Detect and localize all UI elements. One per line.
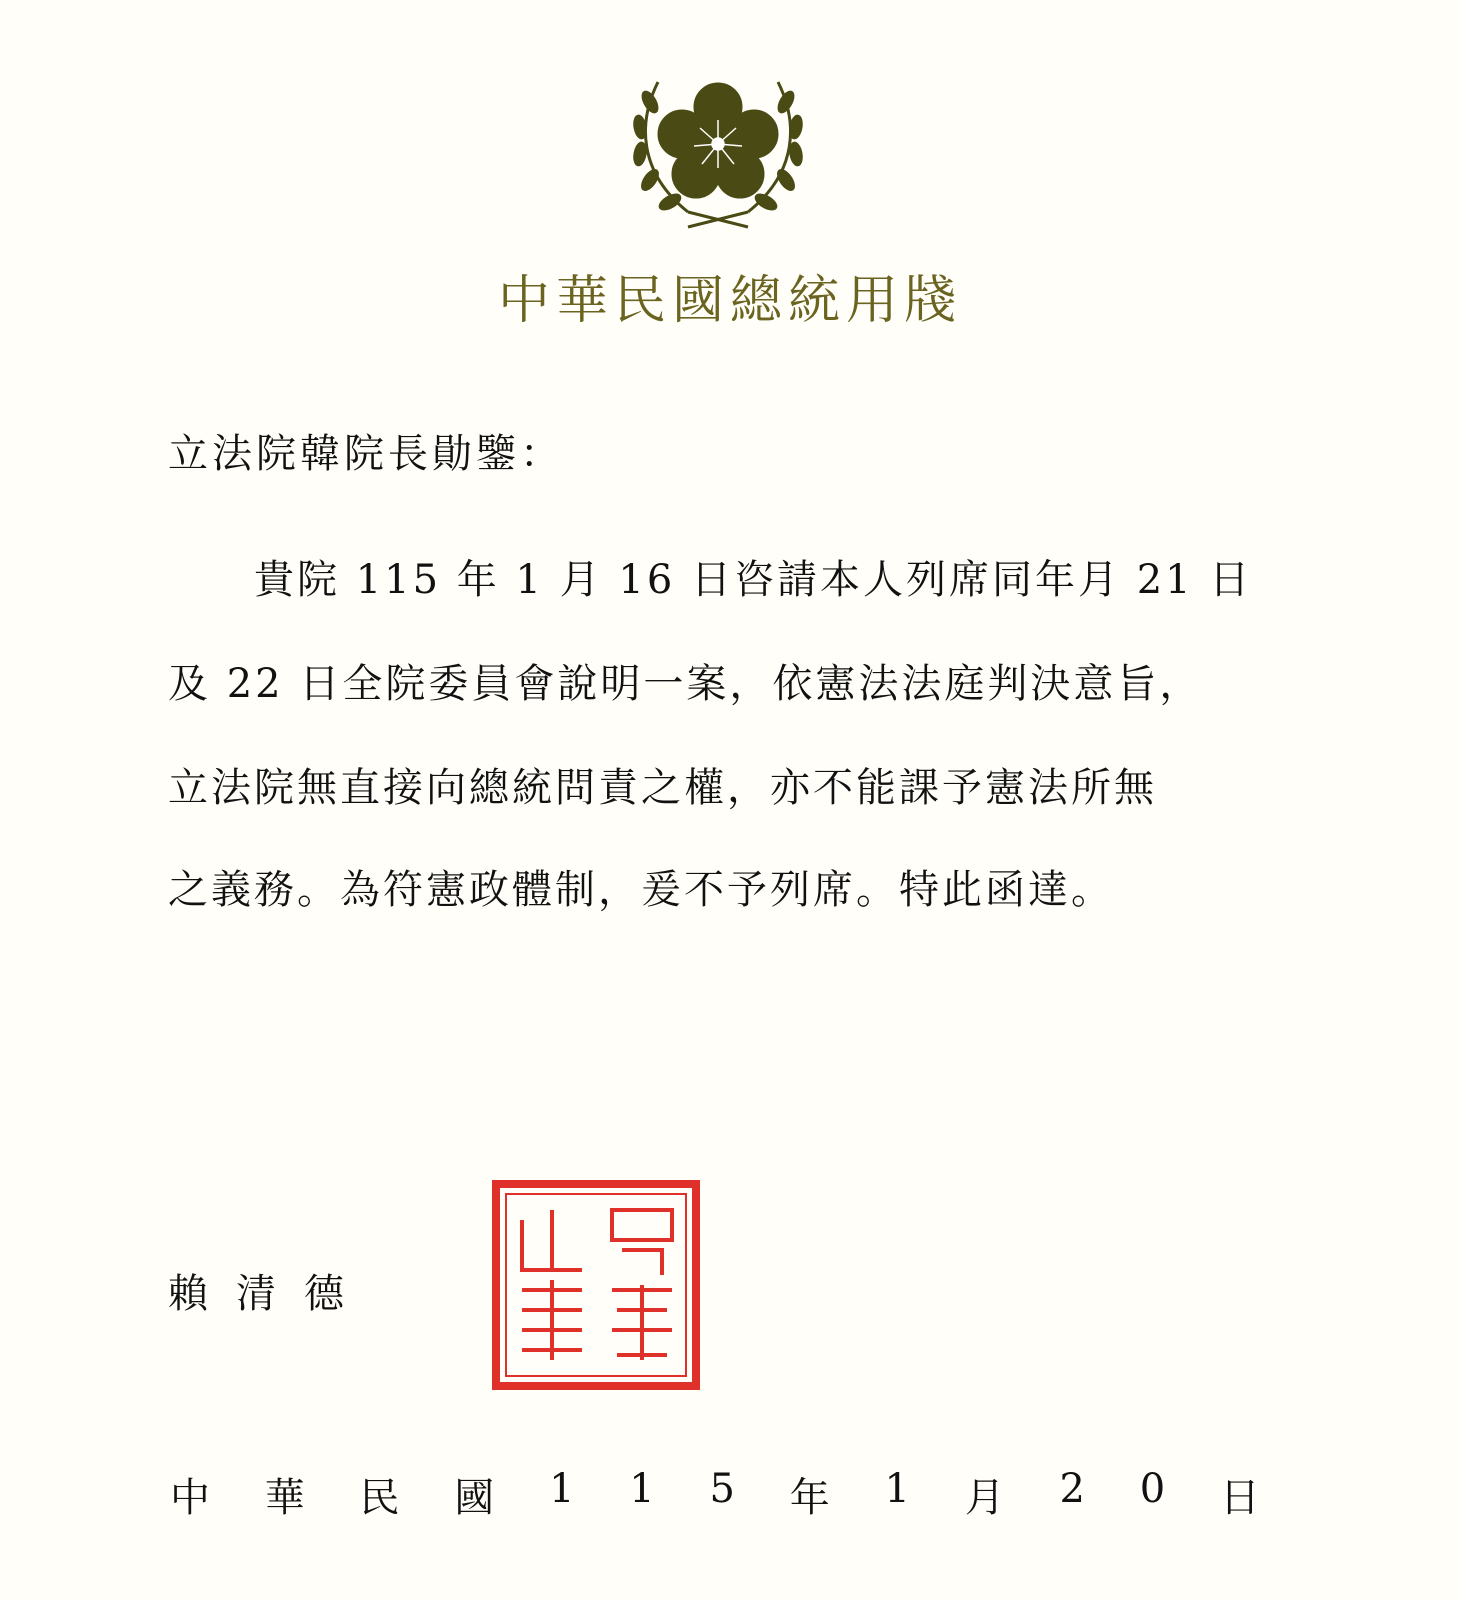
salutation: 立法院韓院長勛鑒：: [168, 431, 564, 477]
date-char: 日: [1219, 1475, 1260, 1521]
date-char: 1: [629, 1466, 655, 1512]
date-char: 1: [549, 1466, 575, 1512]
date-char: 中: [170, 1475, 210, 1521]
date-char: 民: [359, 1475, 400, 1521]
date-char: 華: [264, 1475, 305, 1521]
letterhead-title: 中華民國總統用牋: [497, 271, 962, 331]
body-line-3: 立法院無直接向總統問責之權，亦不能課予憲法所無: [168, 765, 1157, 811]
date-line: [170, 1466, 1260, 1523]
body-line-1: 貴院 115 年 1 月 16 日咨請本人列席同年月 21 日: [168, 557, 1253, 603]
presidential-seal-icon: [492, 1180, 700, 1390]
date-char: 5: [709, 1466, 735, 1512]
body-line-4: 之義務。為符憲政體制，爰不予列席。特此函達。: [168, 867, 1114, 913]
plum-blossom-emblem-icon: [618, 62, 818, 232]
date-char: 1: [884, 1466, 910, 1512]
date-char: 年: [789, 1475, 830, 1521]
date-char: 2: [1059, 1466, 1085, 1512]
date-char: 0: [1139, 1466, 1166, 1512]
body-line-2: 及 22 日全院委員會說明一案，依憲法法庭判決意旨，: [168, 661, 1203, 707]
signer-name: 賴清德: [168, 1271, 372, 1317]
date-char: 國: [454, 1475, 495, 1521]
date-char: 月: [964, 1475, 1005, 1521]
